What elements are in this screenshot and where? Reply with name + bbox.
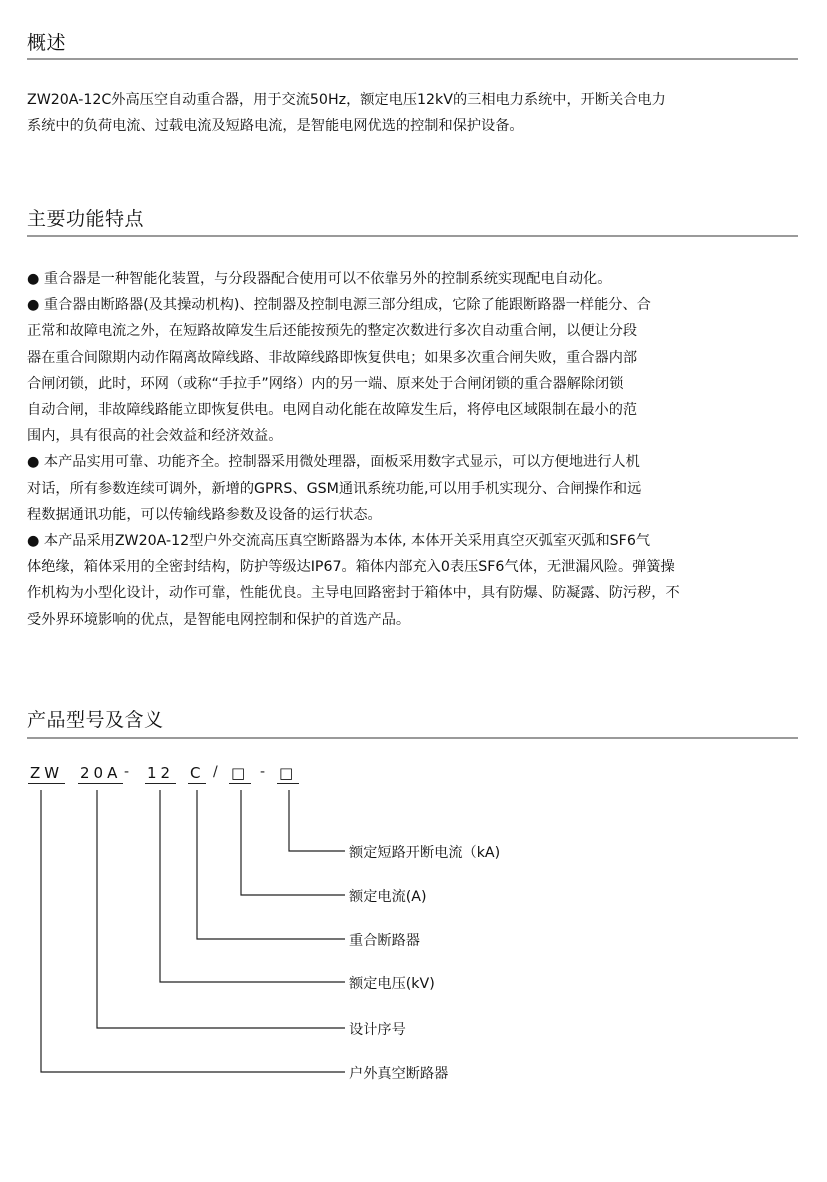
code-text-20a: 20A [80,764,122,782]
section-title-model: 产品型号及含义 [27,709,164,731]
feature-line: 围内，具有很高的社会效益和经济效益。 [27,428,283,445]
feature-line: 作机构为小型化设计，动作可靠，性能优良。主导电回路密封于箱体中，具有防爆、防凝露、防污秽，不 [27,585,680,602]
feature-line: ● 重合器由断路器(及其操动机构)、控制器及控制电源三部分组成，它除了能跟断路器一样能分、合 [27,297,651,314]
feature-line: 体绝缘，箱体采用的全密封结构，防护等级达IP67。箱体内部充入0表压SF6气体，无泄漏风险。弹簧操 [27,559,675,576]
feature-line: 器在重合间隙期内动作隔离故障线路、非故障线路即恢复供电；如果多次重合闸失败，重合器内部 [27,349,638,366]
code-text-12: 12 [147,764,175,782]
feature-line: 对话，所有参数连续可调外，新增的GPRS、GSM通讯系统功能,可以用手机实现分、合闸操作和远 [27,480,642,497]
overview-line: ZW20A-12C外高压空自动重合器，用于交流50Hz，额定电压12kV的三相电力系统中，开断关合电力 [27,92,666,108]
meaning-rated-current: 额定电流(A) [349,889,427,905]
feature-line: ● 重合器是一种智能化装置，与分段器配合使用可以不依靠另外的控制系统实现配电自动化。 [27,271,612,287]
code-dash: - [124,764,130,780]
leader-line-rated-voltage [160,790,345,982]
feature-line: 合闸闭锁，此时，环网（或称“手拉手”网络）内的另一端、原来处于合闸闭锁的重合器解除闭锁 [27,375,624,392]
meaning-design-number: 设计序号 [349,1022,406,1038]
code-text-zw: ZW [30,764,64,782]
meaning-outdoor-breaker: 户外真空断路器 [349,1066,449,1082]
overview-line: 系统中的负荷电流、过载电流及短路电流，是智能电网优选的控制和保护设备。 [27,117,524,134]
meaning-breaking-current: 额定短路开断电流（kA) [349,845,501,861]
leader-line-breaking-current [289,790,345,851]
meaning-rated-voltage: 额定电压(kV) [349,976,435,992]
feature-line: ● 本产品实用可靠、功能齐全。控制器采用微处理器，面板采用数字式显示，可以方便地进行人机 [27,454,640,471]
code-text-c: C [190,764,205,782]
code-dash: - [260,764,266,780]
code-box-current: □ [231,764,250,782]
code-box-breaking: □ [279,764,298,782]
feature-line: 程数据通讯功能，可以传输线路参数及设备的运行状态。 [27,506,382,523]
feature-line: 正常和故障电流之外，在短路故障发生后还能按预先的整定次数进行多次自动重合闸，以便让分段 [27,323,638,340]
feature-line: 自动合闸，非故障线路能立即恢复供电。电网自动化能在故障发生后，将停电区域限制在最小的范 [27,402,638,419]
leader-line-recloser [197,790,345,939]
feature-line: 受外界环境影响的优点，是智能电网控制和保护的首选产品。 [27,611,411,628]
code-slash: / [213,764,218,780]
meaning-recloser: 重合断路器 [349,933,420,949]
leader-line-rated-current [241,790,345,895]
leader-line-design-number [97,790,345,1028]
leader-line-outdoor-breaker [41,790,345,1072]
section-title-features: 主要功能特点 [27,208,145,230]
section-title-overview: 概述 [27,32,67,54]
feature-line: ● 本产品采用ZW20A-12型户外交流高压真空断路器为本体, 本体开关采用真空灭弧室灭弧和SF6气 [27,533,651,550]
